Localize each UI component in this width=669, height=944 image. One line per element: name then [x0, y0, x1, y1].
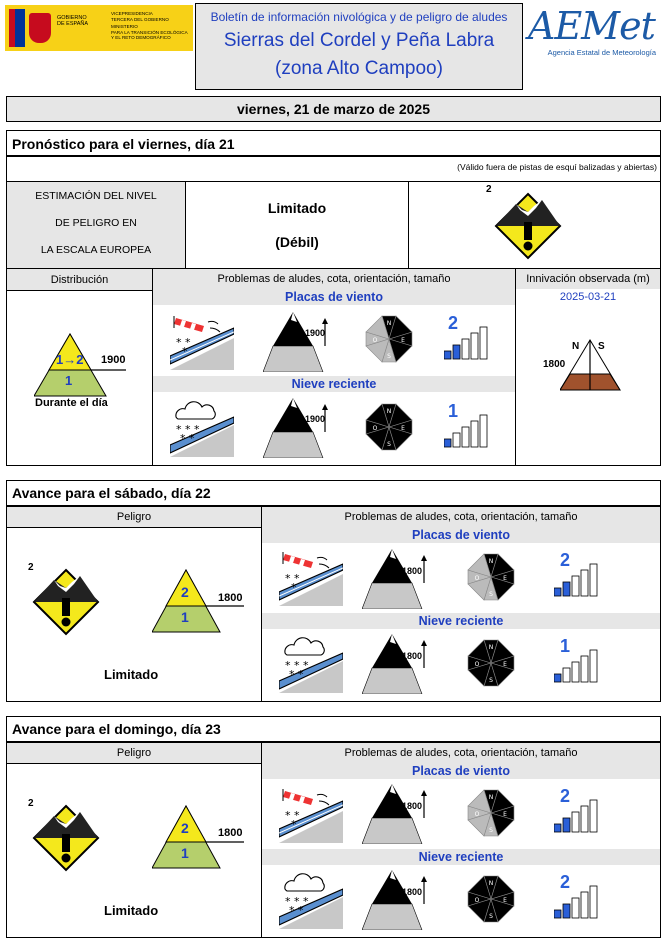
problem-size: 2	[560, 786, 571, 806]
gov-logo	[5, 5, 193, 51]
compass-letter: S	[489, 827, 493, 834]
col-distribution: Distribución	[7, 269, 152, 290]
aspect-rose-icon	[464, 550, 518, 604]
zone-name: Sierras del Cordel y Peña Labra	[223, 30, 495, 51]
danger-level-number: 2	[28, 562, 34, 573]
problem-size: 2	[448, 313, 459, 333]
col-problems: Problemas de aludes, cota, orientación, tamaño	[153, 269, 515, 289]
compass-letter: N	[386, 320, 392, 327]
mountain-lower-level: 1	[181, 845, 189, 861]
compass-letter: S	[489, 591, 493, 598]
bulletin-title: Boletín de información nivológica y de peligro de aludes	[210, 10, 508, 24]
aspect-rose-icon	[464, 636, 518, 690]
snow-north-label: N	[572, 341, 580, 352]
compass-letter: E	[503, 897, 507, 904]
coat-of-arms-icon	[29, 13, 51, 43]
sunday-title: Avance para el domingo, día 23	[12, 721, 221, 737]
problem-name: Nieve reciente	[153, 376, 515, 392]
mountain-altitude: 1800	[218, 592, 243, 604]
problem-altitude: 1800	[402, 566, 423, 576]
danger-level-2-icon	[26, 798, 106, 874]
ministry-name: VICEPRESIDENCIA TERCERA DEL GOBIERNO MINISTERIO PARA LA TRANSICIÓN ECOLÓGICA Y EL RETO DEMOGRÁFICO	[111, 11, 188, 41]
altitude-mountain-icon	[263, 398, 333, 458]
wind-slab-icon	[170, 308, 234, 370]
today-title: Pronóstico para el viernes, día 21	[12, 136, 235, 152]
distribution-caption: Durante el día	[35, 397, 108, 409]
compass-letter: S	[387, 441, 391, 448]
compass-letter: N	[386, 408, 392, 415]
col-danger: Peligro	[7, 743, 261, 763]
danger-level-number: 2	[486, 184, 492, 195]
compass-letter: E	[503, 661, 507, 668]
snow-cover-mountain	[560, 336, 622, 394]
bulletin-title-box	[195, 3, 523, 90]
problem-altitude: 1900	[305, 328, 326, 338]
mountain-upper-level: 2	[181, 820, 189, 836]
new-snow-icon	[170, 395, 234, 457]
compass-letter: N	[488, 558, 494, 565]
col-problems: Problemas de aludes, cota, orientación, tamaño	[262, 743, 660, 763]
problem-name: Nieve reciente	[262, 849, 660, 865]
compass-letter: O	[474, 661, 480, 668]
compass-letter: O	[474, 811, 480, 818]
aemet-wordmark: AEMet	[528, 4, 655, 48]
compass-letter: E	[401, 337, 405, 344]
compass-letter: O	[372, 425, 378, 432]
compass-letter: S	[387, 353, 391, 360]
compass-letter: S	[489, 677, 493, 684]
wind-slab-icon	[279, 544, 343, 606]
problem-size: 2	[560, 550, 571, 570]
danger-level-number: 2	[28, 798, 34, 809]
eu-flag-icon	[15, 9, 25, 47]
compass-letter: O	[474, 897, 480, 904]
problem-altitude: 1800	[402, 887, 423, 897]
problem-altitude: 1800	[402, 651, 423, 661]
problem-name: Nieve reciente	[262, 613, 660, 629]
aspect-rose-icon	[362, 400, 416, 454]
estimation-label-cell: ESTIMACIÓN DEL NIVEL DE PELIGRO EN LA ESCALA EUROPEA	[7, 182, 185, 268]
new-snow-icon	[279, 867, 343, 929]
problem-name: Placas de viento	[153, 289, 515, 305]
aspect-rose-icon	[362, 312, 416, 366]
new-snow-icon	[279, 631, 343, 693]
problem-size: 1	[448, 401, 459, 421]
zone-subname: (zona Alto Campoo)	[275, 58, 443, 79]
mountain-lower-level: 1	[181, 609, 189, 625]
mountain-altitude: 1800	[218, 827, 243, 839]
validity-note: (Válido fuera de pistas de esquí balizadas y abiertas)	[457, 162, 657, 172]
mountain-upper-level: 2	[181, 584, 189, 600]
problem-size: 1	[560, 636, 571, 656]
problem-name: Placas de viento	[262, 527, 660, 543]
danger-level-desc: (Débil)	[275, 234, 319, 250]
altitude-mountain-icon	[362, 870, 432, 930]
gov-name: GOBIERNO DE ESPAÑA	[57, 15, 89, 27]
wind-slab-icon	[279, 781, 343, 843]
compass-letter: O	[474, 575, 480, 582]
danger-level-name: Limitado	[104, 667, 159, 682]
compass-letter: O	[372, 337, 378, 344]
snow-south-label: S	[598, 341, 605, 352]
aspect-rose-icon	[464, 786, 518, 840]
compass-letter: S	[489, 913, 493, 920]
compass-letter: N	[488, 644, 494, 651]
problem-size: 2	[560, 872, 571, 892]
compass-letter: E	[503, 811, 507, 818]
distribution-lower-level: 1	[65, 373, 73, 388]
danger-level-2-icon	[488, 186, 568, 262]
danger-level-name: Limitado	[104, 903, 159, 918]
col-snow: Innivación observada (m)	[516, 269, 660, 289]
problem-altitude: 1900	[305, 414, 326, 424]
aspect-rose-icon	[464, 872, 518, 926]
altitude-mountain-icon	[362, 549, 432, 609]
distribution-altitude: 1900	[101, 354, 126, 366]
col-problems: Problemas de aludes, cota, orientación, tamaño	[262, 507, 660, 527]
aemet-subtitle: Agencia Estatal de Meteorología	[547, 48, 656, 57]
snow-observed-date: 2025-03-21	[559, 291, 617, 303]
compass-letter: N	[488, 880, 494, 887]
danger-level-name: Limitado	[267, 200, 327, 216]
altitude-mountain-icon	[263, 312, 333, 372]
problem-altitude: 1800	[402, 801, 423, 811]
altitude-mountain-icon	[362, 634, 432, 694]
aemet-logo	[528, 4, 656, 64]
compass-letter: E	[503, 575, 507, 582]
danger-level-2-icon	[26, 562, 106, 638]
date-bar: viernes, 21 de marzo de 2025	[6, 96, 661, 122]
snow-altitude: 1800	[543, 359, 566, 370]
distribution-mountain	[34, 330, 144, 402]
compass-letter: N	[488, 794, 494, 801]
col-danger: Peligro	[7, 507, 261, 527]
problem-name: Placas de viento	[262, 763, 660, 779]
saturday-title: Avance para el sábado, día 22	[12, 485, 211, 501]
danger-mountain	[152, 568, 262, 636]
altitude-mountain-icon	[362, 784, 432, 844]
danger-mountain	[152, 804, 262, 872]
distribution-upper-level: 1→2	[56, 352, 84, 367]
compass-letter: E	[401, 425, 405, 432]
